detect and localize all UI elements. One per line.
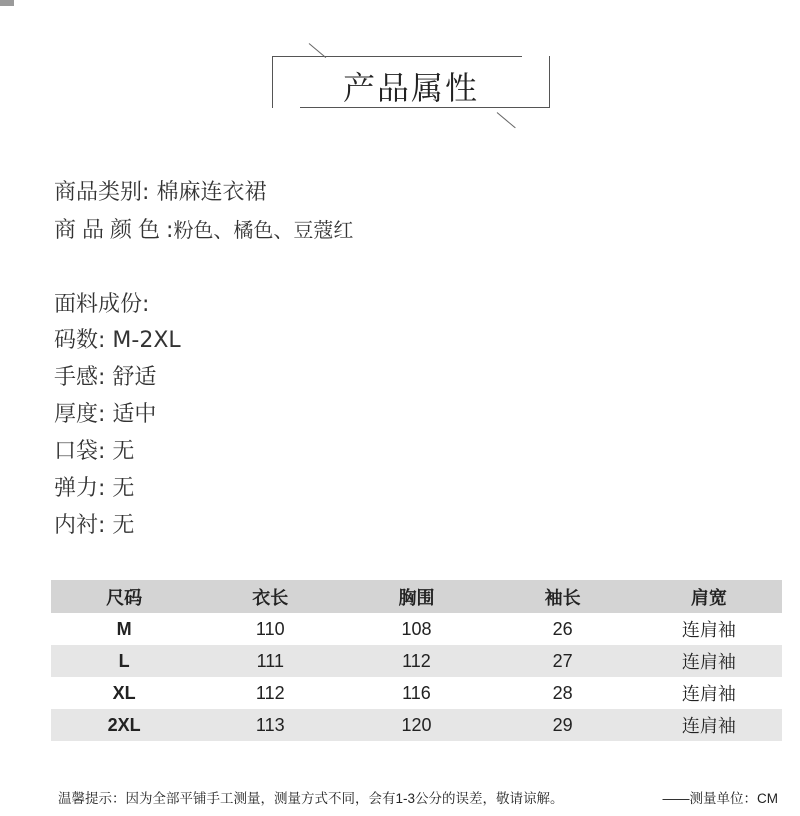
color-line	[54, 213, 353, 244]
cell-sleeve: 28	[552, 682, 573, 703]
attr-size-line	[54, 323, 181, 354]
cell-chest: 112	[402, 650, 431, 671]
cell-sleeve: 26	[552, 618, 573, 639]
attr-sep: :	[98, 328, 113, 353]
attr-label: 弹力	[54, 476, 99, 501]
cell-length: 112	[255, 682, 285, 703]
measurement-note: 温馨提示：因为全部平铺手工测量，测量方式不同，会有1-3公分的误差，敬请谅解。	[58, 791, 564, 806]
attr-sep: :	[98, 476, 113, 501]
table-row	[51, 709, 782, 741]
attr-sep: :	[98, 402, 113, 427]
cell-shoulder: 连肩袖	[681, 620, 736, 640]
cell-size: 2XL	[107, 714, 141, 735]
title-frame	[272, 56, 550, 108]
cell-length: 110	[255, 618, 285, 639]
category-value: 棉麻连衣裙	[156, 180, 267, 205]
attr-elastic-line	[54, 471, 134, 502]
attr-label: 厚度	[54, 402, 99, 427]
measurement-unit: ——测量单位：CM	[662, 791, 778, 806]
attr-sep: :	[98, 365, 113, 390]
cell-length: 113	[255, 714, 285, 735]
header-sleeve: 袖长	[544, 587, 581, 608]
frame-top-line	[272, 56, 522, 57]
attr-lining-line	[54, 508, 134, 539]
attr-label: 码数	[54, 328, 99, 353]
cell-chest: 116	[402, 682, 431, 703]
attr-sep: :	[98, 513, 113, 538]
cell-chest: 120	[401, 714, 432, 735]
cell-shoulder: 连肩袖	[681, 716, 736, 736]
header-length: 衣长	[252, 587, 289, 608]
attr-value: 无	[112, 476, 135, 501]
cell-chest: 108	[401, 618, 432, 639]
cell-shoulder: 连肩袖	[681, 652, 736, 672]
attr-label: 手感	[54, 365, 99, 390]
header-size: 尺码	[106, 587, 143, 608]
table-row	[51, 645, 782, 677]
color-value: 粉色、橘色、豆蔻红	[173, 218, 354, 242]
cell-shoulder: 连肩袖	[681, 684, 736, 704]
table-header-row	[51, 580, 782, 613]
cell-size: M	[116, 618, 132, 639]
size-table	[51, 580, 782, 741]
header-chest: 胸围	[398, 587, 435, 608]
page-title: 产品属性	[342, 69, 479, 107]
cell-length: 111	[256, 650, 284, 671]
color-sep: :	[166, 218, 174, 243]
category-label: 商品类别	[54, 180, 143, 205]
attr-sep: :	[98, 439, 113, 464]
table-row	[51, 677, 782, 709]
header-shoulder: 肩宽	[690, 587, 727, 608]
cell-size: XL	[112, 682, 136, 703]
attr-value: 无	[112, 439, 135, 464]
attr-feel-line	[54, 360, 156, 391]
category-sep: :	[142, 180, 150, 205]
attr-label: 内衬	[54, 513, 99, 538]
category-line	[54, 175, 266, 206]
attr-label: 口袋	[54, 439, 99, 464]
cell-size: L	[118, 650, 130, 671]
corner-mark	[0, 0, 14, 6]
attr-value: 无	[112, 513, 135, 538]
cell-sleeve: 27	[552, 650, 573, 671]
attr-thickness-line	[54, 397, 156, 428]
cell-sleeve: 29	[552, 714, 573, 735]
attr-value: M-2XL	[112, 328, 181, 353]
attr-value: 舒适	[112, 365, 157, 390]
table-row	[51, 613, 782, 645]
attr-pocket-line	[54, 434, 134, 465]
color-label: 商品颜色	[54, 218, 167, 243]
attr-value: 适中	[112, 402, 157, 427]
frame-diagonal-bottom	[497, 112, 516, 128]
fabric-label: 面料成份:	[54, 292, 150, 317]
